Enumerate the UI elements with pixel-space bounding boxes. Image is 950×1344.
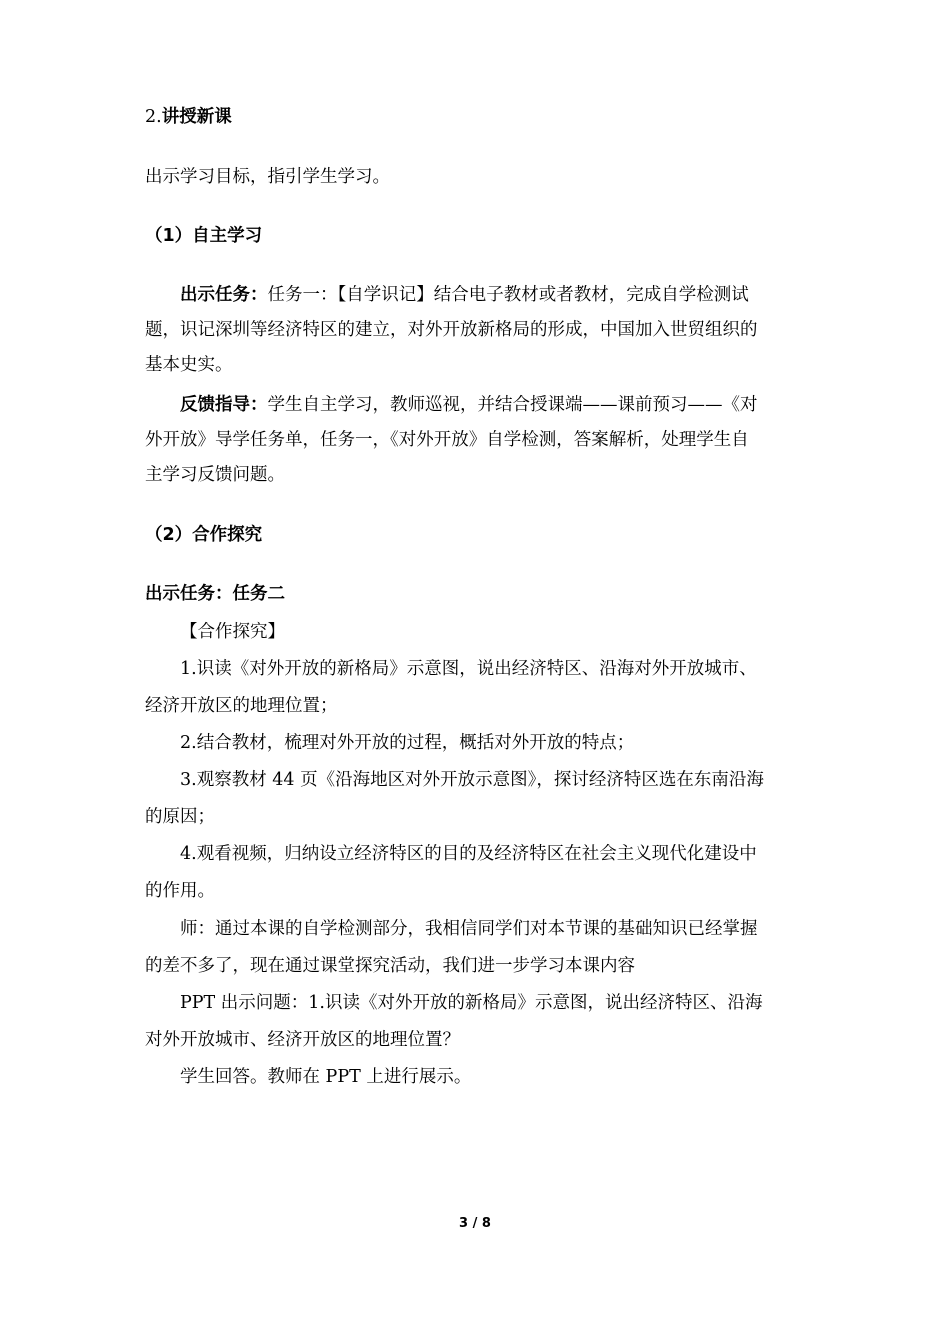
item-line-4: 3.观察教材 44 页《沿海地区对外开放示意图》，探讨经济特区选在东南沿海 — [180, 770, 764, 790]
feedback-line-2: 外开放》导学任务单，任务一，《对外开放》自学检测，答案解析，处理学生自 — [145, 430, 749, 450]
ppt-line-1: PPT 出示问题：1.识读《对外开放的新格局》示意图，说出经济特区、沿海 — [180, 993, 763, 1013]
task1-label: 出示任务： — [180, 285, 268, 305]
feedback-label: 反馈指导： — [180, 395, 268, 415]
part2-heading: （2）合作探究 — [145, 525, 263, 545]
task1-line-3: 基本史实。 — [145, 355, 233, 375]
section-title — [145, 105, 232, 129]
item-line-2: 经济开放区的地理位置； — [145, 696, 338, 716]
teacher-line-2: 的差不多了，现在通过课堂探究活动，我们进一步学习本课内容 — [145, 956, 635, 976]
ppt-line-2: 对外开放城市、经济开放区的地理位置？ — [145, 1030, 460, 1050]
item-line-6: 4.观看视频，归纳设立经济特区的目的及经济特区在社会主义现代化建设中 — [180, 844, 757, 864]
feedback-line-1 — [180, 393, 758, 417]
part1-heading: （1）自主学习 — [145, 226, 263, 246]
page-number: 3 / 8 — [459, 1216, 491, 1231]
task1-line-1 — [180, 283, 749, 307]
item-line-1: 1.识读《对外开放的新格局》示意图，说出经济特区、沿海对外开放城市、 — [180, 659, 757, 679]
intro-text: 出示学习目标，指引学生学习。 — [145, 167, 390, 187]
student-answer: 学生回答。教师在 PPT 上进行展示。 — [180, 1067, 472, 1087]
teacher-line-1: 师：通过本课的自学检测部分，我相信同学们对本节课的基础知识已经掌握 — [180, 919, 758, 939]
feedback-line-3: 主学习反馈问题。 — [145, 465, 285, 485]
task2-heading: 出示任务：任务二 — [145, 584, 285, 604]
item-line-3: 2.结合教材，梳理对外开放的过程，概括对外开放的特点； — [180, 733, 635, 753]
item-line-5: 的原因； — [145, 807, 215, 827]
task1-text: 任务一：【自学识记】结合电子教材或者教材，完成自学检测试 — [267, 285, 749, 305]
item-line-7: 的作用。 — [145, 881, 215, 901]
cooperation-bracket: 【合作探究】 — [180, 622, 285, 642]
section-number: 2. — [145, 107, 162, 127]
feedback-text: 学生自主学习，教师巡视，并结合授课端——课前预习——《对 — [267, 395, 758, 415]
section-title-text: 讲授新课 — [161, 107, 232, 127]
task1-line-2: 题，识记深圳等经济特区的建立，对外开放新格局的形成，中国加入世贸组织的 — [145, 320, 758, 340]
